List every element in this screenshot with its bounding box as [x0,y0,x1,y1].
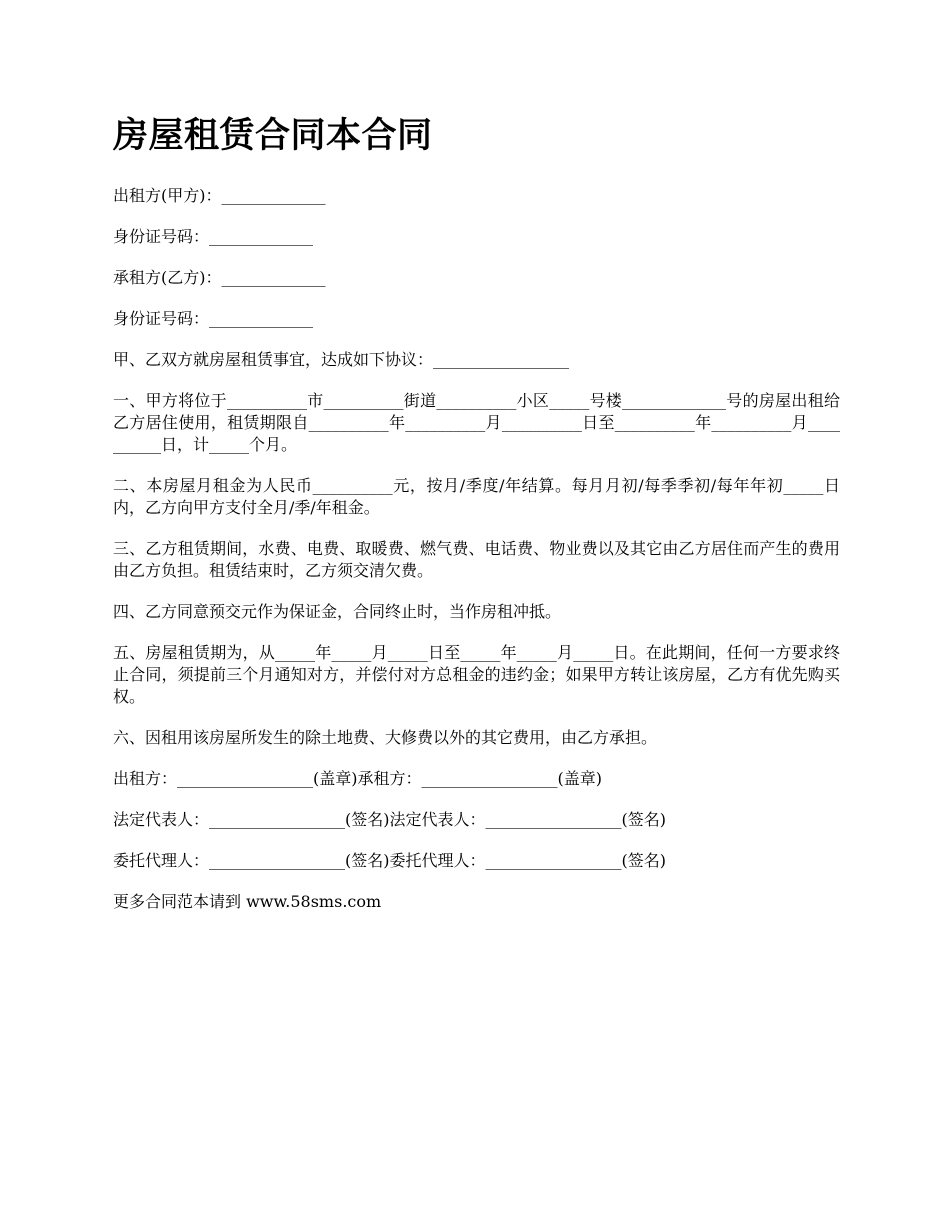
clause-3: 三、乙方租赁期间，水费、电费、取暖费、燃气费、电话费、物业费以及其它由乙方居住而产生的费用由乙方负担。租赁结束时，乙方须交清欠费。 [113,539,840,580]
document-title: 房屋租赁合同本合同 [113,116,433,156]
signature-legal-reps: 法定代表人：_________________(签名)法定代表人：_________________(签名) [113,810,666,829]
clause-5: 五、房屋租赁期为，从_____年_____月_____日至_____年_____月_____日。在此期间，任何一方要求终止合同，须提前三个月通知对方，并偿付对方总租金的违约金；如果甲方转让该房屋，乙方有优先购买权。 [113,643,840,706]
clause-4: 四、乙方同意预交元作为保证金，合同终止时，当作房租冲抵。 [113,602,562,621]
lessee-line: 承租方(乙方)：_____________ [113,268,326,287]
lessee-id-line: 身份证号码：_____________ [113,309,314,328]
footer-link-text: 更多合同范本请到 www.58sms.com [113,892,382,911]
lessor-id-line: 身份证号码：_____________ [113,227,314,246]
clause-6: 六、因租用该房屋所发生的除土地费、大修费以外的其它费用，由乙方承担。 [113,728,658,747]
clause-1: 一、甲方将位于__________市__________街道__________小区_____号楼_____________号的房屋出租给乙方居住使用，租赁期限自__________年__________月__________日至__________年__________月__________日，计_____个月。 [113,391,840,454]
signature-parties: 出租方：_________________(盖章)承租方：_________________(盖章) [113,769,602,788]
signature-agents: 委托代理人：_________________(签名)委托代理人：_________________(签名) [113,851,666,870]
lessor-line: 出租方(甲方)：_____________ [113,186,326,205]
document-page [113,112,840,932]
agreement-intro: 甲、乙双方就房屋租赁事宜，达成如下协议：_________________ [113,350,570,369]
clause-2: 二、本房屋月租金为人民币__________元，按月/季度/年结算。每月月初/每季季初/每年年初_____日内，乙方向甲方支付全月/季/年租金。 [113,476,840,517]
